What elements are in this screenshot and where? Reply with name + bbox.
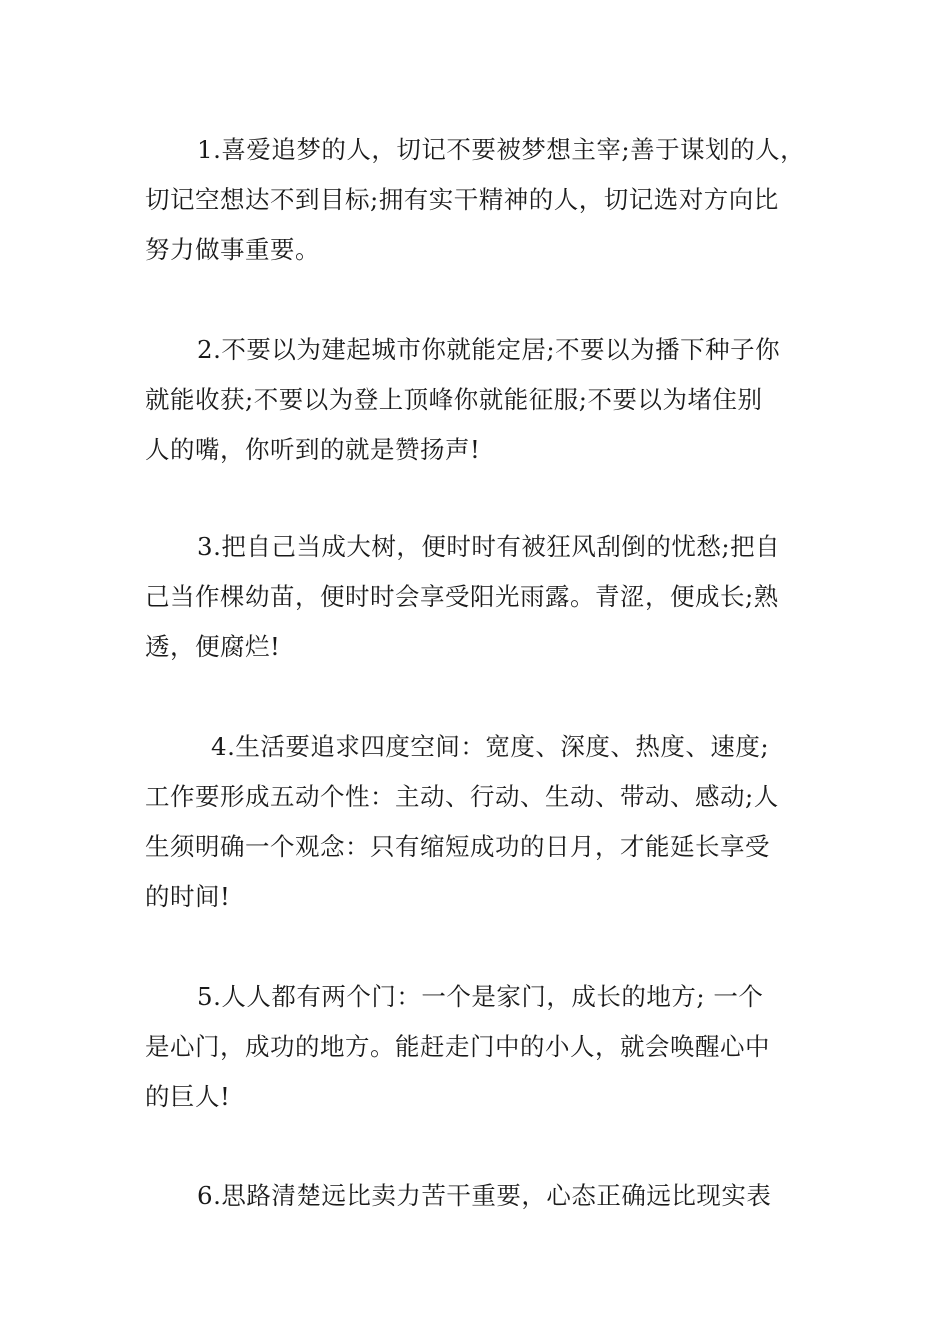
paragraph-line: 的巨人! bbox=[145, 1082, 231, 1111]
paragraph-line: 2.不要以为建起城市你就能定居;不要以为播下种子你 bbox=[197, 335, 781, 364]
paragraph-line: 工作要形成五动个性：主动、行动、生动、带动、感动;人 bbox=[145, 782, 779, 811]
paragraph-5 bbox=[145, 972, 815, 1122]
paragraph-1 bbox=[145, 125, 815, 275]
paragraph-line: 透，便腐烂! bbox=[145, 632, 281, 661]
paragraph-line: 4.生活要追求四度空间：宽度、深度、热度、速度; bbox=[211, 732, 770, 761]
paragraph-line: 就能收获;不要以为登上顶峰你就能征服;不要以为堵住别 bbox=[145, 385, 763, 414]
paragraph-line: 3.把自己当成大树，便时时有被狂风刮倒的忧愁;把自 bbox=[197, 532, 781, 561]
paragraph-line: 1.喜爱追梦的人，切记不要被梦想主宰;善于谋划的人， bbox=[197, 135, 806, 164]
paragraph-line: 努力做事重要。 bbox=[145, 235, 320, 264]
paragraph-6 bbox=[145, 1171, 815, 1221]
paragraph-line: 人的嘴，你听到的就是赞扬声! bbox=[145, 435, 481, 464]
paragraph-line: 生须明确一个观念：只有缩短成功的日月，才能延长享受 bbox=[145, 832, 770, 861]
paragraph-2 bbox=[145, 325, 815, 475]
paragraph-line: 切记空想达不到目标;拥有实干精神的人，切记选对方向比 bbox=[145, 185, 779, 214]
paragraph-line: 5.人人都有两个门：一个是家门，成长的地方; 一个 bbox=[197, 982, 764, 1011]
paragraph-line: 己当作棵幼苗，便时时会享受阳光雨露。青涩，便成长;熟 bbox=[145, 582, 779, 611]
paragraph-line: 6.思路清楚远比卖力苦干重要，心态正确远比现实表 bbox=[197, 1181, 772, 1210]
paragraph-line: 的时间! bbox=[145, 882, 231, 911]
paragraph-4 bbox=[145, 722, 815, 922]
paragraph-line: 是心门，成功的地方。能赶走门中的小人，就会唤醒心中 bbox=[145, 1032, 770, 1061]
paragraph-3 bbox=[145, 522, 815, 672]
